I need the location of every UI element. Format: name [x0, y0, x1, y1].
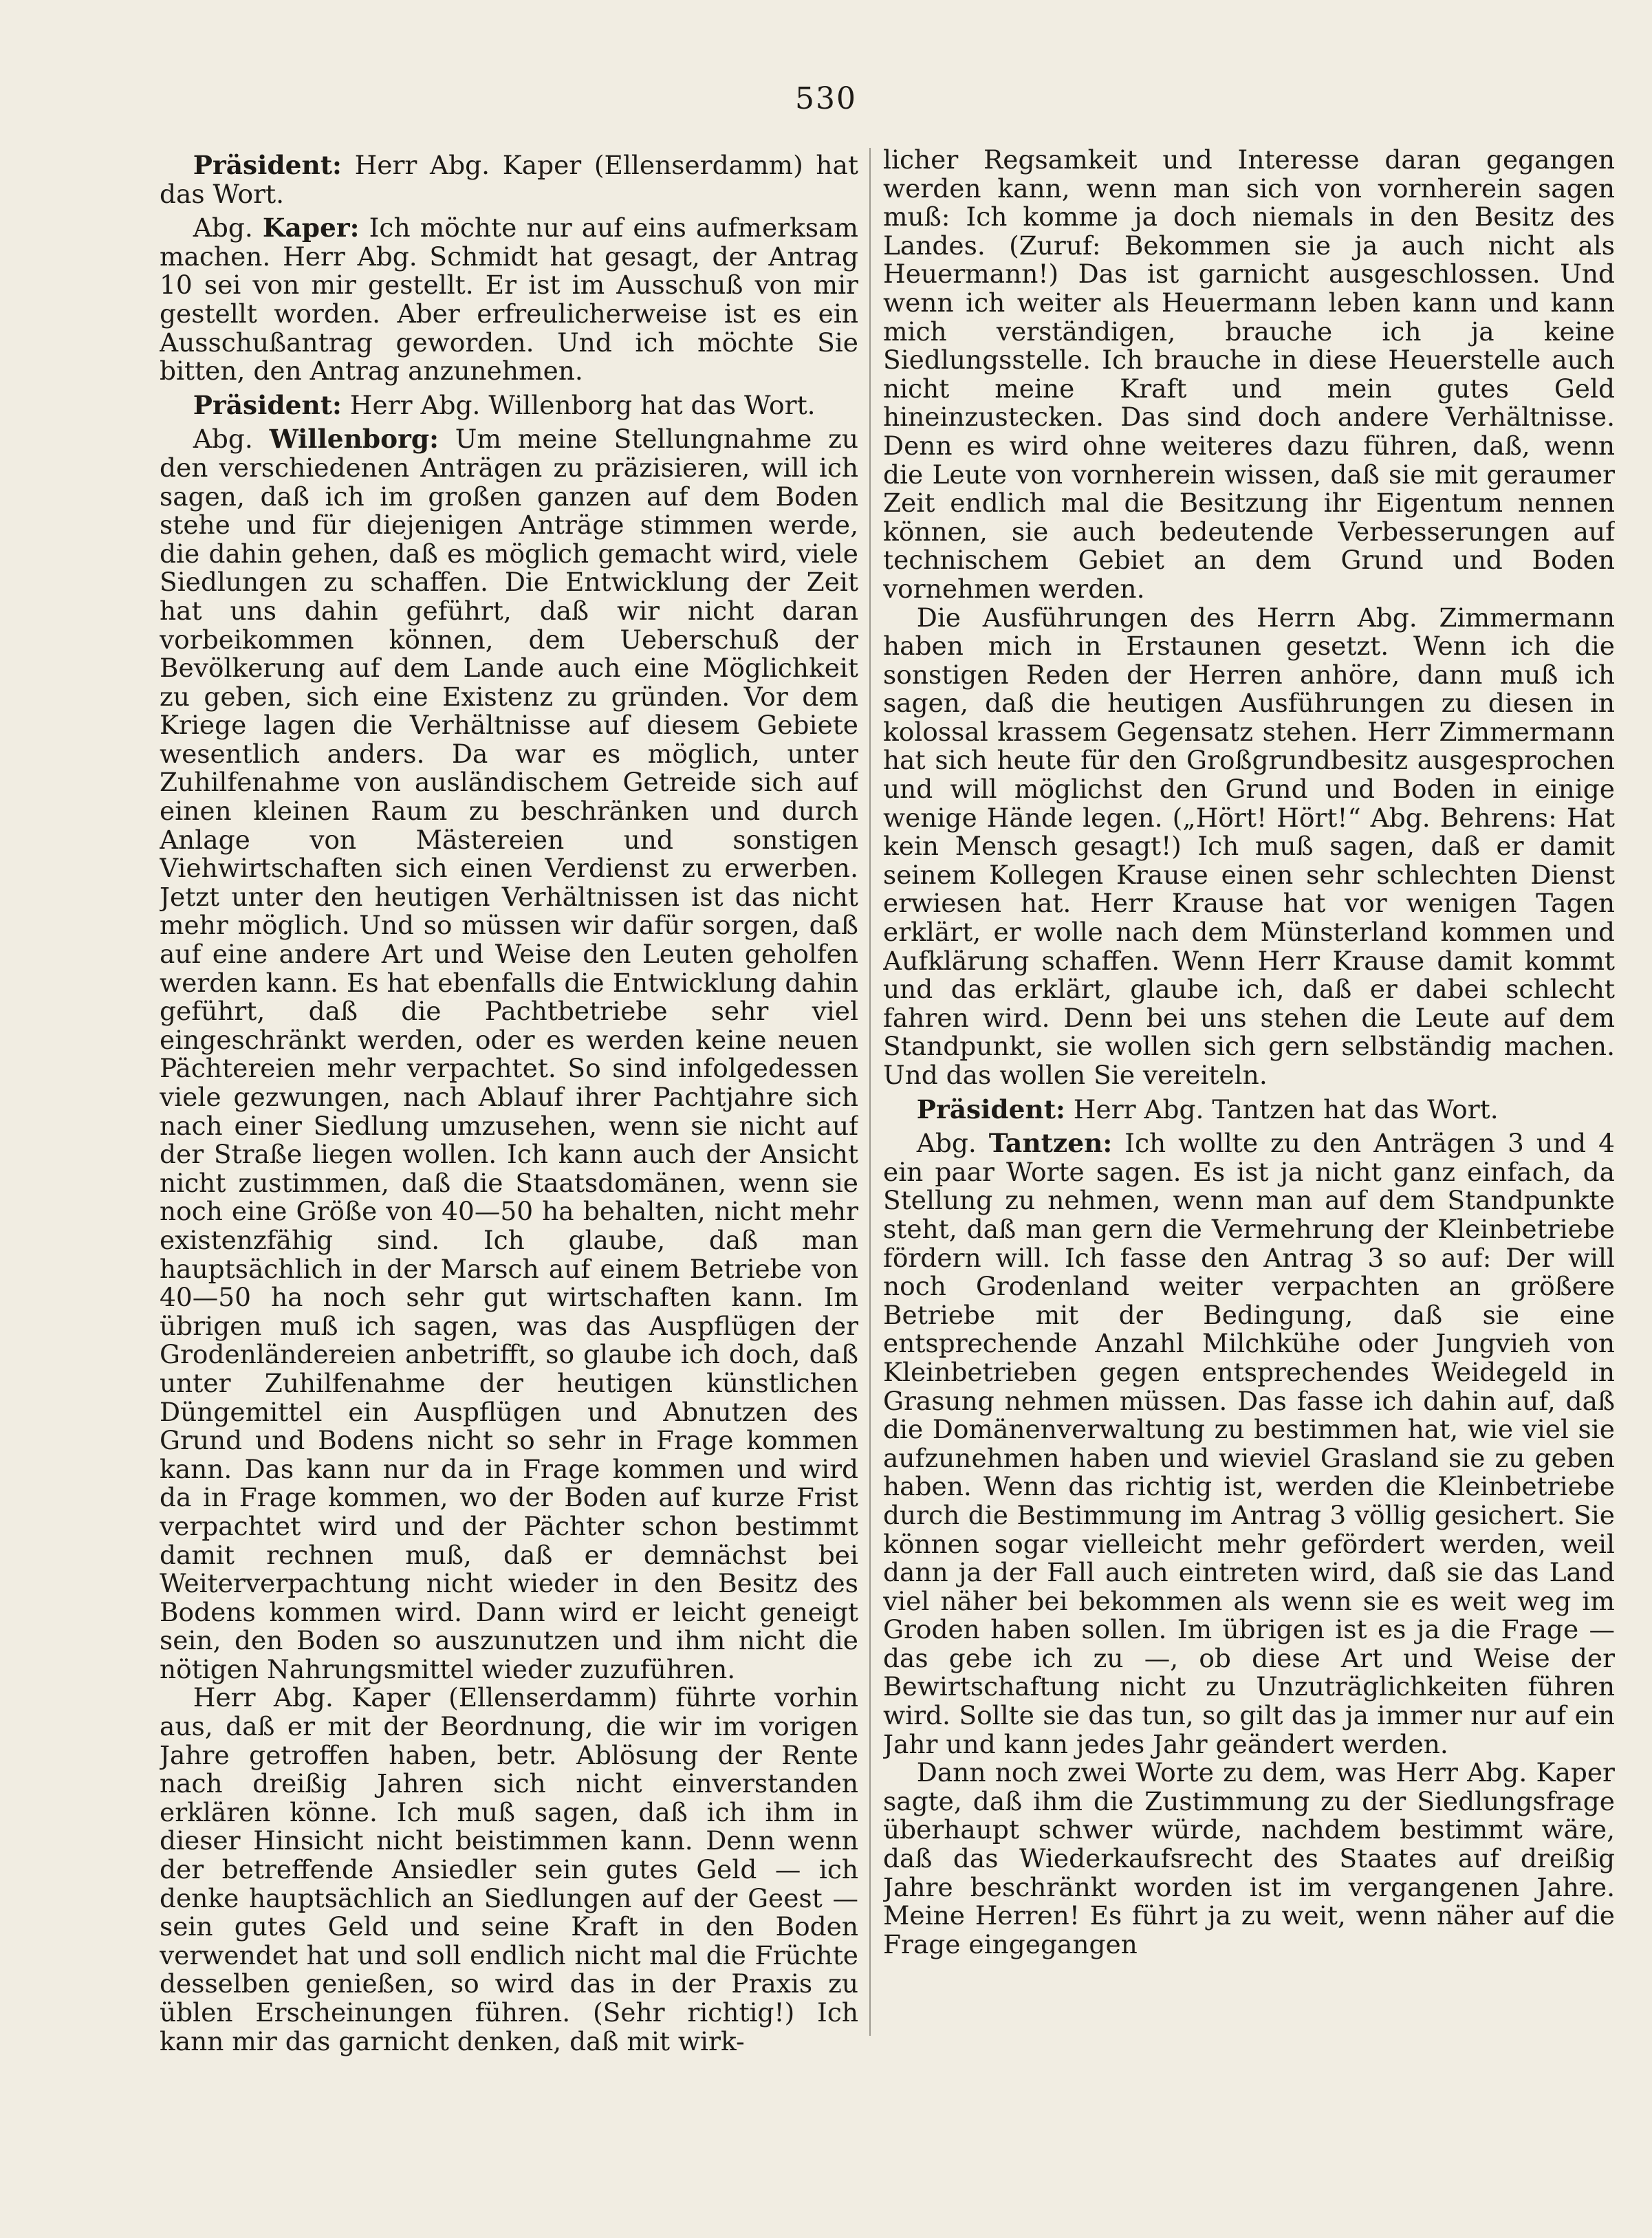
paragraph-text: Ich wollte zu den Anträgen 3 und 4 ein paar Worte sagen. Es ist ja nicht ganz einfach, da Stellung zu nehmen, wenn man auf dem Standpunkte steht, daß man gern die Vermehrung der Kleinbetriebe fördern will. Ich fasse den Antrag 3 so auf: Der will noch Grodenland weiter verpachten an größere Betriebe mit der Bedingung, daß sie eine entsprechende Anzahl Milchkühe oder Jungvieh von Kleinbetrieben gegen entsprechendes Weidegeld in Grasung nehmen müssen. Das fasse ich dahin auf, daß die Domänenverwaltung zu bestimmen hat, wie viel sie aufzunehmen haben und wieviel Grasland sie zu geben haben. Wenn das richtig ist, werden die Kleinbetriebe durch die Bestimmung im Antrag 3 völlig gesichert. Sie können sogar vielleicht mehr gefördert werden, weil dann ja der Fall auch eintreten wird, daß sie das Land viel näher bei bekommen als wenn sie es weit weg im Groden haben sollen. Im übrigen ist es ja die Frage — das gebe ich zu —, ob diese Art und Weise der Bewirtschaftung nicht zu Unzuträglichkeiten führen wird. Sollte sie das tun, so gilt das ja immer nur auf ein Jahr und kann jedes Jahr geändert werden. — [883, 1128, 1615, 1759]
speaker-prefix: Abg. — [193, 424, 270, 455]
speaker-name: Kaper: — [262, 213, 360, 243]
text-paragraph — [160, 1684, 858, 2056]
speaker-prefix: Abg. — [193, 213, 263, 243]
speech-paragraph — [160, 425, 858, 1684]
text-paragraph — [883, 146, 1615, 604]
text-paragraph — [883, 1759, 1615, 1959]
speaker-name: Präsident: — [916, 1094, 1065, 1125]
speech-paragraph — [160, 214, 858, 386]
president-line — [160, 391, 858, 420]
paragraph-text: Herr Abg. Tantzen hat das Wort. — [1065, 1094, 1499, 1125]
left-column — [160, 146, 858, 2182]
president-line — [883, 1096, 1615, 1125]
column-divider — [869, 148, 871, 2036]
paragraph-text: Herr Abg. Willenborg hat das Wort. — [341, 389, 816, 420]
paragraph-text: Dann noch zwei Worte zu dem, was Herr Abg. Kaper sagte, daß ihm die Zustimmung zu der Siedlungsfrage überhaupt schwer würde, nachdem bestimmt wäre, daß das Wiederkaufsrecht des Staates auf dreißig Jahre beschränkt worden ist im vergangenen Jahre. Meine Herren! Es führt ja zu weit, wenn näher auf die Frage eingegangen — [883, 1757, 1615, 1959]
speaker-name: Willenborg: — [269, 424, 439, 455]
speech-paragraph — [883, 1129, 1615, 1759]
paragraph-text: Die Ausführungen des Herrn Abg. Zimmermann haben mich in Erstaunen gesetzt. Wenn ich die sonstigen Reden der Herren anhöre, dann muß ich sagen, daß die heutigen Ausführungen zu diesen in kolossal krassem Gegensatz stehen. Herr Zimmermann hat sich heute für den Großgrundbesitz ausgesprochen und will möglichst den Grund und Boden in einige wenige Hände legen. („Hört! Hört!“ Abg. Behrens: Hat kein Mensch gesagt!) Ich muß sagen, daß er damit seinem Kollegen Krause einen sehr schlechten Dienst erwiesen hat. Herr Krause hat vor wenigen Tagen erklärt, er wolle nach dem Münsterland kommen und Aufklärung schaffen. Wenn Herr Krause damit kommt und das erklärt, glaube ich, daß er dabei schlecht fahren wird. Denn bei uns stehen die Leute auf dem Standpunkt, sie wollen sich gern selbständig machen. Und das wollen Sie vereiteln. — [883, 602, 1615, 1090]
text-paragraph — [883, 604, 1615, 1090]
president-line — [160, 151, 858, 208]
paragraph-text: Ich möchte nur auf eins aufmerksam machen. Herr Abg. Schmidt hat gesagt, der Antrag 10 sei von mir gestellt. Er ist im Ausschuß von mir gestellt worden. Aber erfreulicherweise ist es ein Ausschußantrag geworden. Und ich möchte Sie bitten, den Antrag anzunehmen. — [160, 213, 858, 387]
paragraph-text: licher Regsamkeit und Interesse daran gegangen werden kann, wenn man sich von vornherein sagen muß: Ich komme ja doch niemals in den Besitz des Landes. (Zuruf: Bekommen sie ja auch nicht als Heuermann!) Das ist garnicht ausgeschlossen. Und wenn ich weiter als Heuermann leben kann und kann mich verständigen, brauche ich ja keine Siedlungsstelle. Ich brauche in diese Heuerstelle auch nicht meine Kraft und mein gutes Geld hineinzustecken. Das sind doch andere Verhältnisse. Denn es wird ohne weiteres dazu führen, daß, wenn die Leute von vornherein wissen, daß sie mit geraumer Zeit endlich mal die Besitzung ihr Eigentum nennen können, sie auch bedeutende Verbesserungen auf technischem Gebiet an dem Grund und Boden vornehmen werden. — [883, 146, 1615, 604]
speaker-name: Präsident: — [193, 150, 342, 180]
paragraph-text: Herr Abg. Kaper (Ellenserdamm) führte vorhin aus, daß er mit der Beordnung, die wir im vorigen Jahre getroffen haben, betr. Ablösung der Rente nach dreißig Jahren sich nicht einverstanden erklären könne. Ich muß sagen, daß ich ihm in dieser Hinsicht nicht beistimmen kann. Denn wenn der betreffende Ansiedler sein gutes Geld — ich denke hauptsächlich an Siedlungen auf der Geest — sein gutes Geld und seine Kraft in den Boden verwendet hat und soll endlich nicht mal die Früchte desselben genießen, so wird das in der Praxis zu üblen Erscheinungen führen. (Sehr richtig!) Ich kann mir das garnicht denken, daß mit wirk- — [160, 1682, 858, 2056]
speaker-name: Tantzen: — [988, 1128, 1113, 1159]
paragraph-text: Um meine Stellungnahme zu den verschiedenen Anträgen zu präzisieren, will ich sagen, daß ich im großen ganzen auf dem Boden stehe und für diejenigen Anträge stimmen werde, die dahin gehen, daß es möglich gemacht wird, viele Siedlungen zu schaffen. Die Entwicklung der Zeit hat uns dahin geführt, daß wir nicht daran vorbeikommen können, dem Ueberschuß der Bevölkerung auf dem Lande auch eine Möglichkeit zu geben, sich eine Existenz zu gründen. Vor dem Kriege lagen die Verhältnisse auf diesem Gebiete wesentlich anders. Da war es möglich, unter Zuhilfenahme von ausländischem Getreide sich auf einen kleinen Raum zu beschränken und durch Anlage von Mästereien und sonstigen Viehwirtschaften sich einen Verdienst zu erwerben. Jetzt unter den heutigen Verhältnissen ist das nicht mehr möglich. Und so müssen wir dafür sorgen, daß auf eine andere Art und Weise den Leuten geholfen werden kann. Es hat ebenfalls die Entwicklung dahin geführt, daß die Pachtbetriebe sehr viel eingeschränkt werden, oder es werden keine neuen Pächtereien mehr verpachtet. So sind infolgedessen viele gezwungen, nach Ablauf ihrer Pachtjahre sich nach einer Siedlung umzusehen, wenn sie nicht auf der Straße liegen wollen. Ich kann auch der Ansicht nicht zustimmen, daß die Staatsdomänen, wenn sie noch eine Größe von 40—50 ha behalten, nicht mehr existenzfähig sind. Ich glaube, daß man hauptsächlich in der Marsch auf einem Betriebe von 40—50 ha noch sehr gut wirtschaften kann. Im übrigen muß ich sagen, was das Auspflügen der Grodenländereien anbetrifft, so glaube ich doch, daß unter Zuhilfenahme der heutigen künstlichen Düngemittel ein Auspflügen und Abnutzen des Grund und Bodens nicht so sehr in Frage kommen kann. Das kann nur da in Frage kommen und wird da in Frage kommen, wo der Boden auf kurze Frist verpachtet wird und der Pächter schon bestimmt damit rechnen muß, daß er demnächst bei Weiterverpachtung nicht wieder in den Besitz des Bodens kommen wird. Dann wird er leicht geneigt sein, den Boden so auszunutzen und ihm nicht die nötigen Nahrungsmittel wieder zuzuführen. — [160, 424, 858, 1684]
right-column — [883, 146, 1615, 2182]
speaker-prefix: Abg. — [916, 1128, 989, 1159]
paragraph-text: Herr Abg. Kaper (Ellenserdamm) hat das Wort. — [160, 150, 858, 209]
page-number: 530 — [795, 81, 857, 116]
speaker-name: Präsident: — [193, 389, 342, 420]
